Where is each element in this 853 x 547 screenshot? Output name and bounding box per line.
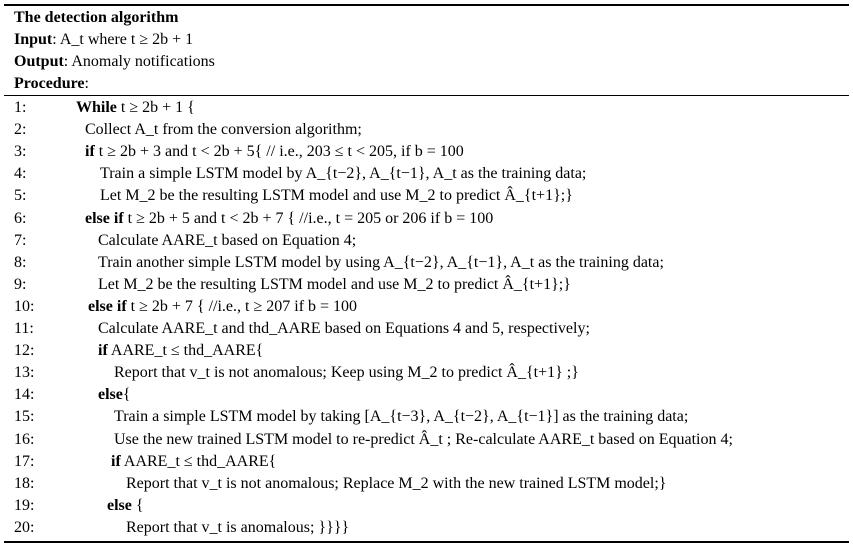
- line-text: [85, 208, 493, 230]
- procedure-line: [0, 362, 853, 384]
- line-body: Report that v_t is not anomalous; Replace M_2 with the new trained LSTM model;}: [126, 474, 667, 492]
- procedure-line: [0, 230, 853, 252]
- line-body: Let M_2 be the resulting LSTM model and use M_2 to predict Â_{t+1};}: [100, 187, 573, 205]
- line-body: Train a simple LSTM model by taking [A_{t−3}, A_{t−2}, A_{t−1}] as the training data;: [114, 408, 689, 426]
- line-text: [126, 473, 666, 495]
- line-number: 15:: [14, 408, 35, 426]
- line-number: 20:: [14, 518, 35, 536]
- line-body: Report that v_t is not anomalous; Keep using M_2 to predict Â_{t+1} ;}: [114, 364, 579, 382]
- line-body: Report that v_t is anomalous; }}}}: [126, 518, 350, 536]
- line-text: [98, 274, 571, 296]
- line-body: Train another simple LSTM model by using A_{t−2}, A_{t−1}, A_t as the training data;: [98, 253, 664, 271]
- keyword: else if: [85, 209, 124, 227]
- keyword: if: [111, 452, 121, 470]
- input-text: : A_t where t ≥ 2b + 1: [52, 31, 194, 48]
- line-text: [114, 406, 688, 428]
- procedure-line: [0, 185, 853, 207]
- procedure-line: [0, 97, 853, 119]
- procedure-line: [0, 451, 853, 473]
- output-text: : Anomaly notifications: [63, 53, 215, 70]
- line-text: [107, 495, 144, 517]
- line-number: 18:: [14, 474, 35, 492]
- procedure-line: [0, 141, 853, 163]
- input-line: Input: A_t where t ≥ 2b + 1: [14, 31, 194, 48]
- procedure-line: [0, 274, 853, 296]
- line-number: 6:: [14, 209, 27, 227]
- line-body: Train a simple LSTM model by A_{t−2}, A_{t−1}, A_t as the training data;: [100, 165, 587, 183]
- procedure-line: [0, 340, 853, 362]
- line-text: [98, 252, 664, 274]
- procedure-line: [0, 208, 853, 230]
- line-number: 8:: [14, 253, 27, 271]
- line-text: [114, 429, 733, 451]
- procedure-line: [0, 473, 853, 495]
- line-text: [114, 362, 579, 384]
- top-rule: [4, 4, 849, 6]
- line-number: 11:: [14, 320, 34, 337]
- keyword: else: [107, 496, 132, 514]
- keyword: else: [98, 386, 123, 404]
- procedure-rule: [4, 95, 849, 96]
- procedure-line: [0, 495, 853, 517]
- line-text: [85, 119, 362, 141]
- procedure-line: [0, 252, 853, 274]
- procedure-line: [0, 163, 853, 185]
- line-body: t ≥ 2b + 7 { //i.e., t ≥ 207 if b = 100: [126, 297, 358, 315]
- line-number: 7:: [14, 231, 27, 249]
- keyword: if: [98, 342, 108, 360]
- line-text: [98, 340, 263, 362]
- line-body: Collect A_t from the conversion algorithm;: [85, 121, 362, 139]
- procedure-line: [0, 406, 853, 428]
- line-body: {: [131, 496, 144, 514]
- line-number: 2:: [14, 121, 27, 139]
- line-number: 16:: [14, 430, 35, 448]
- line-text: [100, 185, 573, 207]
- procedure-line: Procedure:: [14, 75, 89, 92]
- output-line: Output: Anomaly notifications: [14, 53, 215, 70]
- line-number: 13:: [14, 364, 35, 382]
- line-body: t ≥ 2b + 3 and t < 2b + 5{ // i.e., 203 ≤ t < 205, if b = 100: [94, 143, 464, 161]
- procedure-line: [0, 517, 853, 539]
- line-body: {: [122, 386, 131, 404]
- line-number: 19:: [14, 496, 35, 514]
- line-text: [98, 230, 356, 252]
- line-text: [88, 296, 357, 318]
- keyword: else if: [88, 297, 127, 315]
- line-number: 10:: [14, 297, 35, 315]
- keyword: if: [85, 143, 95, 161]
- line-number: 14:: [14, 386, 35, 404]
- line-text: [111, 451, 276, 473]
- line-number: 1:: [14, 99, 27, 116]
- line-body: t ≥ 2b + 5 and t < 2b + 7 { //i.e., t = 205 or 206 if b = 100: [123, 209, 494, 227]
- procedure-line: [0, 384, 853, 406]
- line-body: Calculate AARE_t based on Equation 4;: [98, 231, 357, 249]
- line-number: 3:: [14, 143, 27, 161]
- line-number: 17:: [14, 452, 35, 470]
- line-text: [100, 163, 586, 185]
- line-text: [85, 141, 464, 163]
- line-body: Calculate AARE_t and thd_AARE based on Equations 4 and 5, respectively;: [98, 320, 590, 337]
- line-body: AARE_t ≤ thd_AARE{: [120, 452, 277, 470]
- line-number: 5:: [14, 187, 27, 205]
- line-text: [76, 97, 195, 119]
- keyword: While: [76, 99, 117, 116]
- procedure-line: [0, 296, 853, 318]
- line-text: [98, 318, 590, 340]
- procedure-line: [0, 318, 853, 340]
- line-number: 12:: [14, 342, 35, 360]
- procedure-line: [0, 429, 853, 451]
- line-body: AARE_t ≤ thd_AARE{: [107, 342, 264, 360]
- line-number: 9:: [14, 275, 27, 293]
- line-text: [126, 517, 349, 539]
- line-body: t ≥ 2b + 1 {: [116, 99, 195, 116]
- algorithm-title: The detection algorithm: [14, 9, 179, 26]
- line-text: [98, 384, 131, 406]
- procedure-line: [0, 119, 853, 141]
- line-body: Let M_2 be the resulting LSTM model and use M_2 to predict Â_{t+1};}: [98, 275, 571, 293]
- line-number: 4:: [14, 165, 27, 183]
- line-body: Use the new trained LSTM model to re-predict Â_t ; Re-calculate AARE_t based on Equation 4;: [114, 430, 733, 448]
- bottom-rule: [4, 541, 849, 543]
